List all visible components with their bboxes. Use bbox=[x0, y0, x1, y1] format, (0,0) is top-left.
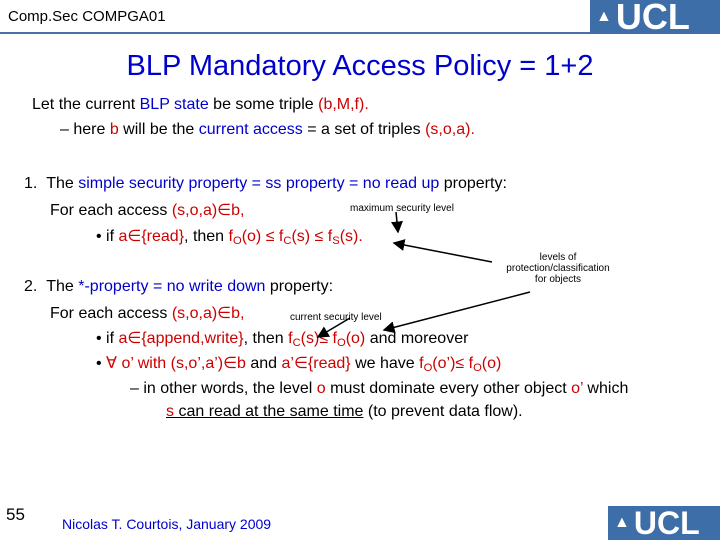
text: f bbox=[419, 355, 424, 372]
text: a’∈{read} bbox=[281, 355, 351, 372]
text: f bbox=[288, 330, 293, 347]
text: current access bbox=[198, 121, 303, 138]
text: (o) ≤ f bbox=[241, 228, 284, 245]
text: s bbox=[166, 403, 174, 420]
text: (b,M,f). bbox=[318, 96, 369, 113]
slide-title: BLP Mandatory Access Policy = 1+2 bbox=[126, 50, 594, 82]
text: O bbox=[473, 362, 482, 374]
text: = a set of triples bbox=[302, 121, 426, 138]
text: be some triple bbox=[208, 96, 319, 113]
text: (s)≤ f bbox=[300, 330, 337, 347]
text: (o) bbox=[345, 330, 366, 347]
text: must dominate every other object bbox=[325, 380, 572, 397]
text: (s). bbox=[339, 228, 363, 245]
text: (o’)≤ f bbox=[432, 355, 474, 372]
text: a∈{append,write} bbox=[118, 330, 244, 347]
crest-icon: ▲ bbox=[614, 514, 630, 531]
text: can read at the same time bbox=[174, 403, 364, 420]
note-current-level: current security level bbox=[290, 312, 382, 323]
text: C bbox=[283, 235, 292, 247]
text: • if bbox=[96, 228, 119, 245]
text: property: bbox=[265, 278, 334, 295]
page-number: 55 bbox=[6, 505, 25, 524]
text: and moreover bbox=[365, 330, 469, 347]
text: o bbox=[316, 380, 326, 397]
text: (s,o,a)∈b, bbox=[171, 305, 245, 322]
list-number: 2. bbox=[24, 278, 38, 295]
text: O bbox=[423, 362, 433, 374]
list-number: 1. bbox=[24, 175, 38, 192]
ucl-logo-footer bbox=[608, 506, 720, 540]
text: (s,o,a). bbox=[425, 121, 475, 138]
text: *-property = no write down bbox=[78, 278, 266, 295]
text: will be the bbox=[118, 121, 199, 138]
text: we have bbox=[350, 355, 420, 372]
text: For each access bbox=[50, 202, 172, 219]
text: The bbox=[46, 278, 79, 295]
text: (to prevent data flow). bbox=[363, 403, 523, 420]
arrow-to-fs bbox=[396, 212, 398, 232]
note-maximum-level: maximum security level bbox=[350, 203, 454, 214]
text: ∀ o’ with (s,o’,a’)∈b bbox=[106, 355, 246, 372]
arrow-to-fo-item2 bbox=[384, 292, 530, 330]
text: – here bbox=[60, 121, 110, 138]
arrow-to-fo-item1 bbox=[394, 243, 492, 262]
text: (s,o,a)∈b, bbox=[171, 202, 245, 219]
text: levels of bbox=[539, 252, 577, 263]
text: f bbox=[228, 228, 233, 245]
text: • if bbox=[96, 330, 119, 347]
text: • bbox=[96, 355, 107, 372]
logo-text: UCL bbox=[615, 0, 690, 37]
arrow-to-fc bbox=[318, 318, 350, 337]
text: O bbox=[232, 235, 242, 247]
text: For each access bbox=[50, 305, 172, 322]
text: BLP state bbox=[139, 96, 209, 113]
text: , then bbox=[184, 228, 229, 245]
logo-text: UCL bbox=[633, 504, 700, 541]
text: simple security property = ss property = no read up bbox=[78, 175, 440, 192]
text: o’ bbox=[571, 380, 583, 397]
text: O bbox=[337, 337, 346, 349]
text: – in other words, the level bbox=[130, 380, 317, 397]
text: (o) bbox=[481, 355, 502, 372]
text: for objects bbox=[534, 274, 582, 285]
crest-icon: ▲ bbox=[596, 8, 612, 25]
text: S bbox=[332, 235, 340, 247]
text: , then bbox=[243, 330, 289, 347]
text: and bbox=[245, 355, 282, 372]
text: The bbox=[46, 175, 79, 192]
author-footer: Nicolas T. Courtois, January 2009 bbox=[62, 516, 272, 532]
course-code: Comp.Sec COMPGA01 bbox=[8, 8, 166, 25]
text: protection/classification bbox=[506, 263, 610, 274]
text: which bbox=[582, 380, 629, 397]
text: C bbox=[292, 337, 301, 349]
text: Let the current bbox=[32, 96, 140, 113]
text: (s) ≤ f bbox=[291, 228, 333, 245]
text: b bbox=[109, 121, 119, 138]
text: property: bbox=[439, 175, 507, 192]
text: a∈{read} bbox=[118, 228, 185, 245]
